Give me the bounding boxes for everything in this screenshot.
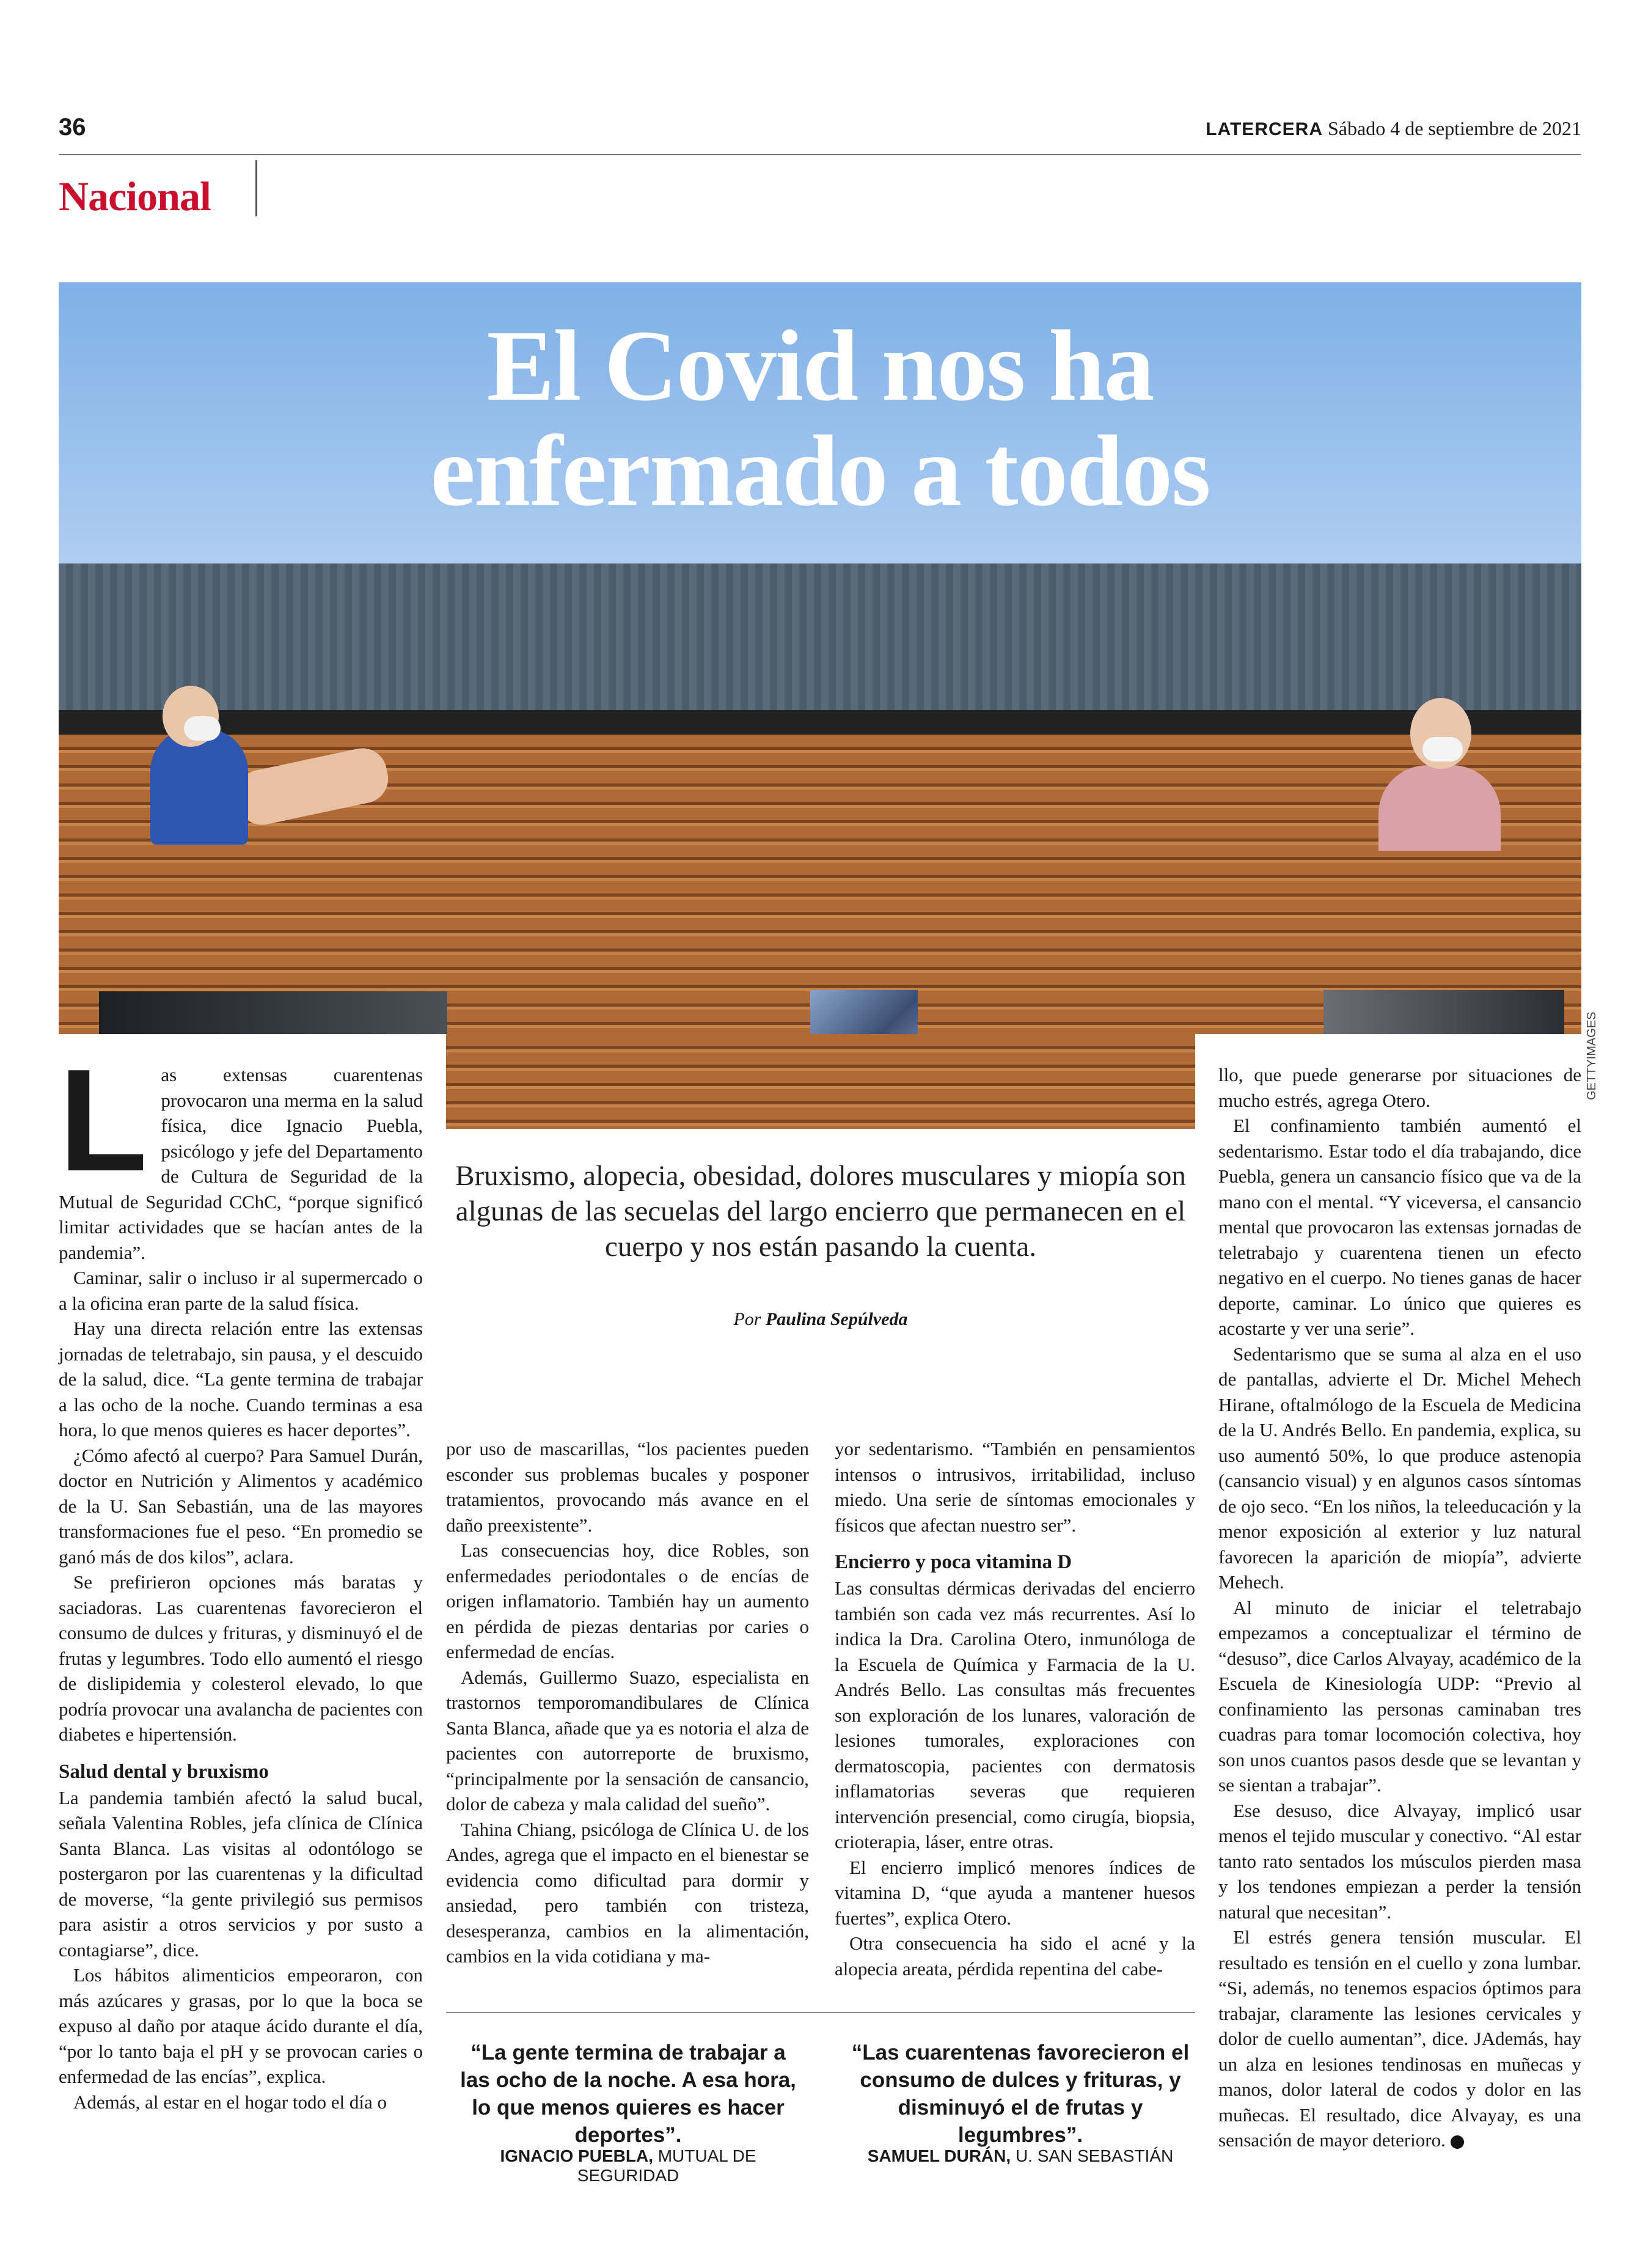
paragraph: Hay una directa relación entre las extensas jornadas de teletrabajo, sin pausa, y el descuido de la salud, dice. “La gente termina de trabajar a las ocho de la noche. Cuando terminas a esa hora, lo que menos quieres es hacer deportes”. xyxy=(59,1318,423,1440)
quote-1-attribution xyxy=(457,2146,799,2185)
end-mark-icon xyxy=(1451,2135,1464,2149)
hero-photo xyxy=(59,282,1581,1034)
paragraph: Además, al estar en el hogar todo el día o xyxy=(73,2091,387,2113)
page-number: 36 xyxy=(59,114,86,141)
paragraph: Además, Guillermo Suazo, especialista en trastornos temporomandibulares de Clínica Santa Blanca, añade que ya es notoria el alza de pacientes con autorreporte de bruxismo, “principalmente por la sensación de cansancio, dolor de cabeza y mala calidad del sueño”. xyxy=(446,1666,809,1815)
reader-mask xyxy=(184,716,221,741)
window-left xyxy=(99,991,447,1034)
quote-1-name: IGNACIO PUEBLA, xyxy=(500,2146,653,2165)
article-column-1 xyxy=(59,1040,423,2115)
paragraph: El encierro implicó menores índices de vitamina D, “que ayuda a mantener huesos fuertes”, explica Otero. xyxy=(835,1856,1195,1929)
paragraph: Ese desuso, dice Alvayay, implicó usar menos el tejido muscular y conectivo. “Al estar tanto rato sentados los músculos pierden masa y los tendones empiezan a perder la tensión natural que necesitan”. xyxy=(1218,1799,1581,1923)
dropcap: L xyxy=(59,1040,148,1202)
article-column-2 xyxy=(446,1436,809,1969)
section-divider xyxy=(255,160,257,216)
byline-author: Paulina Sepúlveda xyxy=(765,1309,908,1329)
paragraph: as extensas cuarentenas provocaron una merma en la salud física, dice Ignacio Puebla, psicólogo y jefe del Departamento de Cultura de Seguridad de la Mutual de Seguridad CChC, “porque significó limitar actividades que se hacían antes de la pandemia”. xyxy=(59,1064,423,1263)
quote-2-name: SAMUEL DURÁN, xyxy=(867,2146,1011,2165)
headline xyxy=(59,309,1581,527)
issue-date: Sábado 4 de septiembre de 2021 xyxy=(1328,117,1581,139)
paragraph-last xyxy=(1218,1925,1581,2153)
quote-2-org: U. SAN SEBASTIÁN xyxy=(1015,2146,1174,2165)
header-rule xyxy=(59,154,1581,155)
paragraph: Se prefirieron opciones más baratas y saciadoras. Las cuarentenas favorecieron el consumo de dulces y frituras, y disminuyó el de frutas y legumbres. Todo ello aumentó el riesgo de dislipidemia y colesterol elevado, lo que podría provocar una avalancha de pacientes con diabetes e hipertensión. xyxy=(59,1571,423,1745)
paragraph: Tahina Chiang, psicóloga de Clínica U. de los Andes, agrega que el impacto en el bienestar se evidencia como dificultad para dormir y ansiedad, pero también con tristeza, desesperanza, cambios en la alimentación, cambios en la vida cotidiana y ma- xyxy=(446,1818,809,1967)
headline-line-1: El Covid nos ha xyxy=(486,309,1154,422)
headline-line-2: enfermado a todos xyxy=(430,414,1210,527)
masthead xyxy=(1206,117,1581,140)
window-right xyxy=(1323,990,1564,1034)
pull-quote-2: “Las cuarentenas favorecieron el consumo de dulces y frituras, y disminuyó el de frutas y legumbres”. xyxy=(851,2041,1190,2147)
subhead-dental: Salud dental y bruxismo xyxy=(59,1760,269,1783)
paragraph: La pandemia también afectó la salud bucal, señala Valentina Robles, jefa clínica de Clínica Santa Blanca. Las visitas al odontólogo se postergaron por las cuarentenas y la dificultad de moverse, “la gente privilegió sus permisos para asistir a otros servicios y por susto a contagiarse”, dice. xyxy=(59,1786,423,1961)
paragraph: Las consecuencias hoy, dice Robles, son enfermedades periodontales o de encías de origen inflamatorio. También hay un aumento en pérdida de piezas dentarias por caries o enfermedad de encías. xyxy=(446,1540,809,1662)
article-column-3 xyxy=(835,1436,1195,1981)
wooden-wall-extension xyxy=(446,1034,1195,1129)
roof-edge xyxy=(59,710,1581,735)
paragraph: ¿Cómo afectó al cuerpo? Para Samuel Durán, doctor en Nutrición y Alimentos y académico de la U. San Sebastián, una de las mayores transformaciones fue el peso. “En promedio se ganó más de dos kilos”, aclara. xyxy=(59,1444,423,1568)
brand-name: LATERCERA xyxy=(1206,119,1323,139)
paragraph: El confinamiento también aumentó el sedentarismo. Estar todo el día trabajando, dice Puebla, genera un cansancio físico que va de la mano con el mental. “Y viceversa, el cansancio mental que provocaron las extensas jornadas de teletrabajo y cuarentena tienen un efecto negativo en el cuerpo. No tienes ganas de hacer deporte, caminar. Lo único que quieres es acostarte y ver una serie”. xyxy=(1218,1115,1581,1339)
reader-body xyxy=(150,728,248,845)
paragraph: Caminar, salir o incluso ir al supermercado o a la oficina eran parte de la salud física. xyxy=(59,1267,423,1314)
paragraph: Sedentarismo que se suma al alza en el uso de pantallas, advierte el Dr. Michel Mehech Hirane, oftalmólogo de la Escuela de Medicina de la U. Andrés Bello. En pandemia, explica, su uso aumentó 50%, lo que produce astenopia (cansancio visual) y en algunos casos síntomas de ojo seco. “En los niños, la teleeducación y la menor exposición al exterior y luz natural favorecen la aparición de miopía”, advierte Mehech. xyxy=(1218,1343,1582,1593)
quote-2-attribution xyxy=(849,2146,1192,2166)
quote-1-org: MUTUAL DE SEGURIDAD xyxy=(577,2146,756,2185)
article-deck: Bruxismo, alopecia, obesidad, dolores musculares y miopía son algunas de las secuelas del largo encierro que permanecen en el cuerpo y nos están pasando la cuenta. xyxy=(455,1160,1186,1263)
pull-quote-1: “La gente termina de trabajar a las ocho de la noche. A esa hora, lo que menos quieres es hacer deportes”. xyxy=(460,2041,796,2147)
paragraph: Otra consecuencia ha sido el acné y la alopecia areata, pérdida repentina del cabe- xyxy=(835,1932,1195,1980)
woman-mask xyxy=(1422,737,1463,762)
byline xyxy=(446,1309,1195,1330)
quote-rule xyxy=(446,2012,1195,2013)
section-title: Nacional xyxy=(59,173,211,219)
woman-body xyxy=(1378,765,1501,851)
paragraph: Al minuto de iniciar el teletrabajo empezamos a conceptualizar el término de “desuso”, dice Carlos Alvayay, académico de la Escuela de Kinesiología UDP: “Previo al confinamiento las personas caminaban tres cuadras para tomar locomoción colectiva, hoy son unos cuantos pasos desde que se levantan y se sientan a trabajar”. xyxy=(1218,1596,1581,1796)
paragraph: llo, que puede generarse por situaciones de mucho estrés, agrega Otero. xyxy=(1218,1064,1581,1111)
paragraph: por uso de mascarillas, “los pacientes pueden esconder sus problemas bucales y posponer tratamientos, provocando más avance en el daño preexistente”. xyxy=(446,1438,809,1536)
window-small xyxy=(810,990,918,1034)
photo-credit: GETTYIMAGES xyxy=(1585,1011,1598,1100)
article-column-4 xyxy=(1218,1062,1581,2153)
paragraph: yor sedentarismo. “También en pensamientos intensos o intrusivos, irritabilidad, incluso miedo. Una serie de síntomas emocionales y físicos que afectan nuestro ser”. xyxy=(835,1438,1195,1536)
paragraph: Los hábitos alimenticios empeoraron, con más azúcares y grasas, por lo que la boca se expuso al daño por ataque ácido durante el día, “por lo tanto baja el pH y se provocan caries o enfermedad de las encías”, explica. xyxy=(59,1964,423,2087)
subhead-vitamin-d: Encierro y poca vitamina D xyxy=(835,1551,1072,1573)
byline-prefix: Por xyxy=(733,1309,761,1329)
roof xyxy=(59,563,1581,716)
paragraph-last-text: El estrés genera tensión muscular. El resultado es tensión en el cuello y zona lumbar. “Si, además, no tenemos espacios óptimos para trabajar, claramente las lesiones cervicales y dolor de cuello aumentan”, dice. JAdemás, hay un alza en lesiones tendinosas en muñecas y manos, dolor lateral de codos y dolor en las muñecas. El resultado, dice Alvayay, es una sensación de mayor deterioro. xyxy=(1218,1926,1581,2151)
paragraph: Las consultas dérmicas derivadas del encierro también son cada vez más recurrentes. Así lo indica la Dra. Carolina Otero, inmunóloga de la Escuela de Química y Farmacia de la U. Andrés Bello. Las consultas más frecuentes son exploración de los lunares, valoración de lesiones tumorales, exploraciones con dermatoscopia, pacientes con dermatosis inflamatorias severas que requieren intervención presencial, como cirugía, biopsia, crioterapia, láser, entre otras. xyxy=(835,1577,1195,1852)
